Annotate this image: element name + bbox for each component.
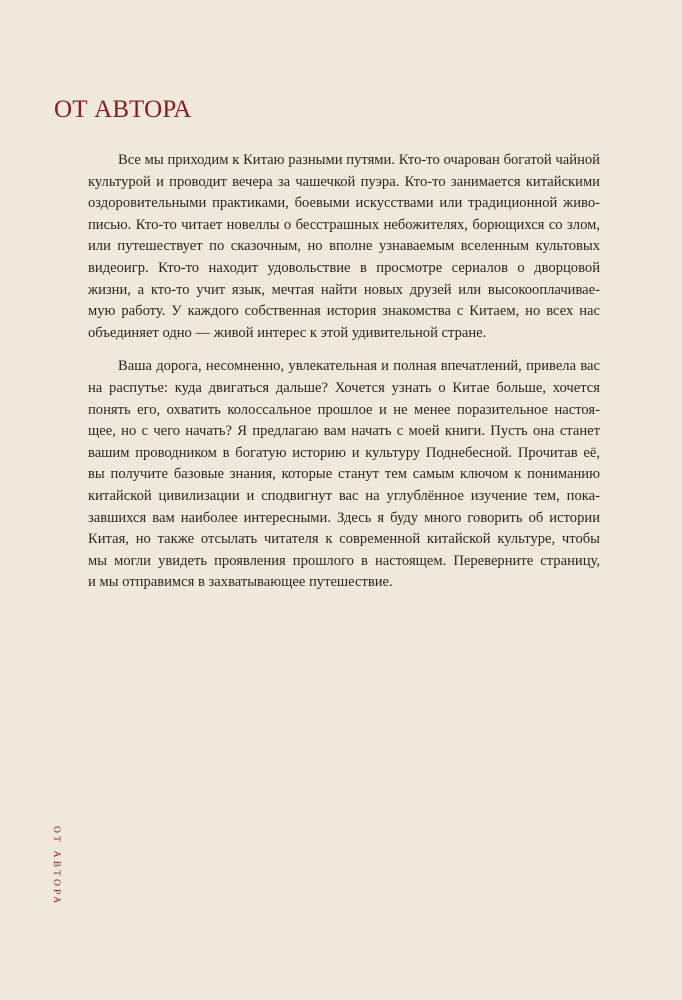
paragraph-2 <box>88 356 600 594</box>
paragraph-1 <box>88 150 600 344</box>
chapter-title: ОТ АВТОРА <box>54 96 192 123</box>
text-line: вы получите базовые знания, которые станут тем самым ключом к пониманию <box>88 466 600 483</box>
text-line: культурой и проводит вечера за чашечкой пуэра. Кто-то занимается китайскими <box>88 173 600 190</box>
running-head: ОТ АВТОРА <box>51 826 61 907</box>
text-line: объединяет одно — живой интерес к этой удивительной стране. <box>88 324 487 341</box>
text-line: мую работу. У каждого собственная история знакомства с Китаем, но всех нас <box>88 303 600 320</box>
text-line: на распутье: куда двигаться дальше? Хочется узнать о Китае больше, хочется <box>88 379 600 396</box>
text-line: Китая, но также отсылать читателя к современной китайской культуре, чтобы <box>88 531 600 548</box>
paragraph-gap <box>88 344 600 356</box>
text-line: или путешествует по сказочным, но вполне узнаваемым вселенным культовых <box>88 238 600 255</box>
text-line: Все мы приходим к Китаю разными путями. Кто-то очарован богатой чайной <box>118 152 600 168</box>
text-line: оздоровительными практиками, боевыми искусствами или традиционной живо- <box>88 195 600 212</box>
text-line: видеоигр. Кто-то находит удовольствие в просмотре сериалов о дворцовой <box>88 259 600 276</box>
text-line: вашим проводником в богатую историю и культуру Поднебесной. Прочитав её, <box>88 444 600 461</box>
text-line: щее, но с чего начать? Я предлагаю вам начать с моей книги. Пусть она станет <box>88 423 600 440</box>
text-line: завшихся вам наиболее интересными. Здесь я буду много говорить об истории <box>88 509 600 526</box>
text-line: китайской цивилизации и сподвигнут вас на углублённое изучение тем, пока- <box>88 487 600 504</box>
text-line: мы могли увидеть проявления прошлого в настоящем. Переверните страницу, <box>88 552 600 569</box>
text-line: писью. Кто-то читает новеллы о бесстрашных небожителях, борющихся со злом, <box>88 216 600 233</box>
text-line: Ваша дорога, несомненно, увлекательная и полная впечатлений, привела вас <box>118 358 600 375</box>
text-line: и мы отправимся в захватывающее путешествие. <box>88 574 393 591</box>
text-line: понять его, охватить колоссальное прошлое и не менее поразительное настоя- <box>88 401 600 418</box>
text-line: жизни, а кто-то учит язык, мечтая найти новых друзей или высокооплачивае- <box>88 281 600 298</box>
body-text <box>88 150 600 594</box>
